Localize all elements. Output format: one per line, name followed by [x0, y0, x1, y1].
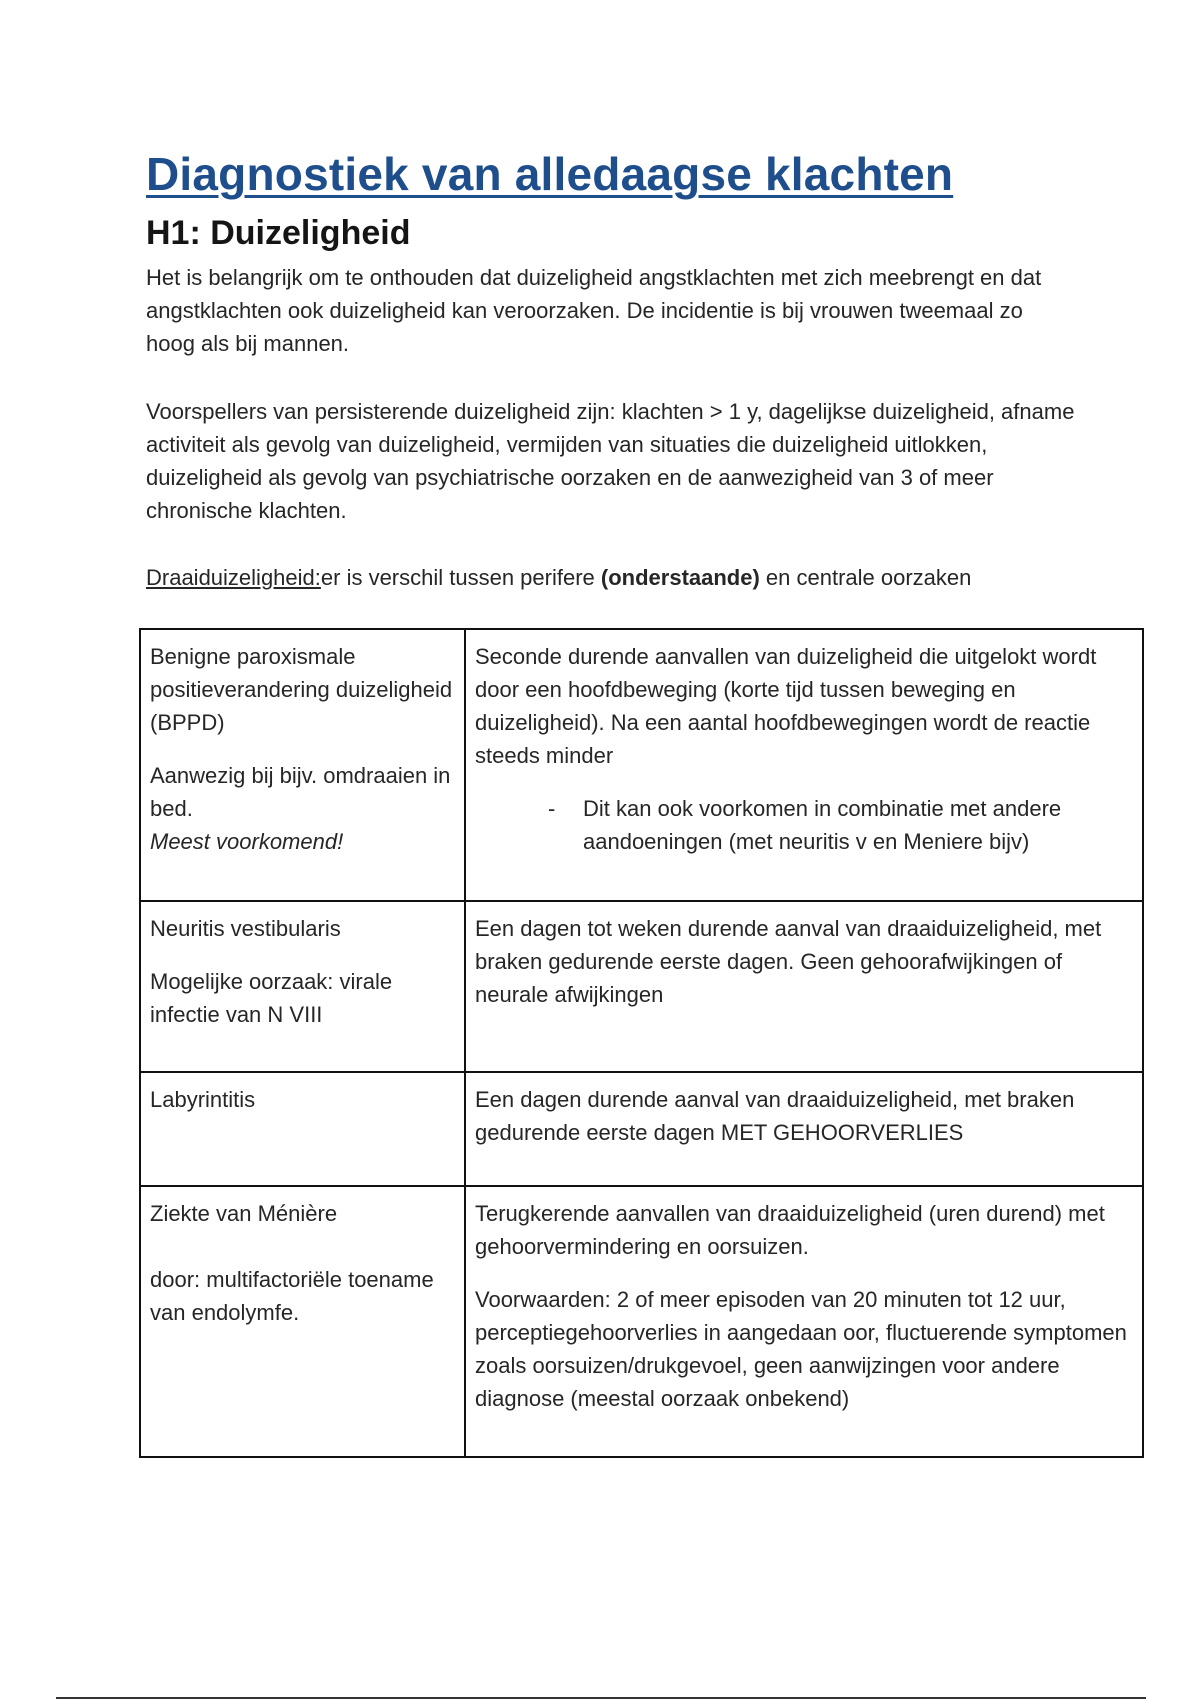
table-row-labyrintitis — [140, 1072, 1143, 1186]
table-row-meniere — [140, 1186, 1143, 1457]
table-cell-description — [465, 1186, 1143, 1457]
condition-name: Labyrintitis — [150, 1087, 256, 1112]
bullet-text: Dit kan ook voorkomen in combinatie met andere aandoeningen (met neuritis v en Meniere bijv) — [583, 796, 1062, 854]
table-cell-condition — [140, 629, 465, 901]
peripheral-causes-table — [139, 628, 1144, 1458]
condition-description: Een dagen durende aanval van draaiduizeligheid, met braken gedurende eerste dagen MET GEHOORVERLIES — [475, 1087, 1075, 1145]
document-title: Diagnostiek van alledaagse klachten — [146, 148, 954, 200]
table-cell-condition — [140, 901, 465, 1072]
table-cell-description — [465, 1072, 1143, 1186]
table-row-bppd — [140, 629, 1143, 901]
vertigo-bold-note: (onderstaande) — [600, 565, 760, 590]
vertigo-term: Draaiduizeligheid: — [146, 565, 321, 590]
intro-paragraph: Het is belangrijk om te onthouden dat duizeligheid angstklachten met zich meebrengt en dat angstklachten ook duizeligheid kan veroorzaken. De incidentie is bij vrouwen tweemaal zo hoog als bij mannen. — [146, 265, 1042, 356]
bullet-dash: - — [548, 796, 556, 821]
condition-note: door: multifactoriële toename van endolymfe. — [150, 1267, 434, 1325]
table-cell-condition — [140, 1186, 465, 1457]
condition-name: Neuritis vestibularis — [150, 916, 341, 941]
description-bullet — [475, 792, 1133, 858]
condition-note: Aanwezig bij bijv. omdraaien in bed. — [150, 763, 451, 821]
table-cell-description — [465, 901, 1143, 1072]
table-cell-condition — [140, 1072, 465, 1186]
chapter-heading: H1: Duizeligheid — [146, 214, 411, 252]
condition-description: Een dagen tot weken durende aanval van draaiduizeligheid, met braken gedurende eerste dagen. Geen gehoorafwijkingen of neurale afwijkingen — [475, 916, 1102, 1007]
condition-description: Terugkerende aanvallen van draaiduizeligheid (uren durend) met gehoorvermindering en oorsuizen. — [475, 1201, 1105, 1259]
page-bottom-divider — [56, 1697, 1146, 1699]
vertigo-definition-paragraph — [146, 561, 1076, 594]
vertigo-text-before: er is verschil tussen perifere — [320, 565, 601, 590]
table-row-neuritis — [140, 901, 1143, 1072]
condition-name: Benigne paroxismale positieverandering duizeligheid (BPPD) — [150, 644, 453, 735]
condition-criteria: Voorwaarden: 2 of meer episoden van 20 minuten tot 12 uur, perceptiegehoorverlies in aangedaan oor, fluctuerende symptomen zoals oorsuizen/drukgevoel, geen aanwijzingen voor andere diagnose (meestal oorzaak onbekend) — [475, 1287, 1127, 1411]
condition-emphasis: Meest voorkomend! — [150, 829, 344, 854]
vertigo-text-after: en centrale oorzaken — [759, 565, 972, 590]
condition-name: Ziekte van Ménière — [150, 1201, 338, 1226]
table-cell-description — [465, 629, 1143, 901]
condition-note: Mogelijke oorzaak: virale infectie van N VIII — [150, 969, 393, 1027]
condition-description: Seconde durende aanvallen van duizeligheid die uitgelokt wordt door een hoofdbeweging (korte tijd tussen beweging en duizeligheid). Na een aantal hoofdbewegingen wordt de reactie steeds minder — [475, 644, 1097, 768]
predictors-paragraph: Voorspellers van persisterende duizeligheid zijn: klachten > 1 y, dagelijkse duizeligheid, afname activiteit als gevolg van duizeligheid, vermijden van situaties die duizeligheid uitlokken, duizeligheid als gevolg van psychiatrische oorzaken en de aanwezigheid van 3 of meer chronische klachten. — [146, 399, 1075, 523]
